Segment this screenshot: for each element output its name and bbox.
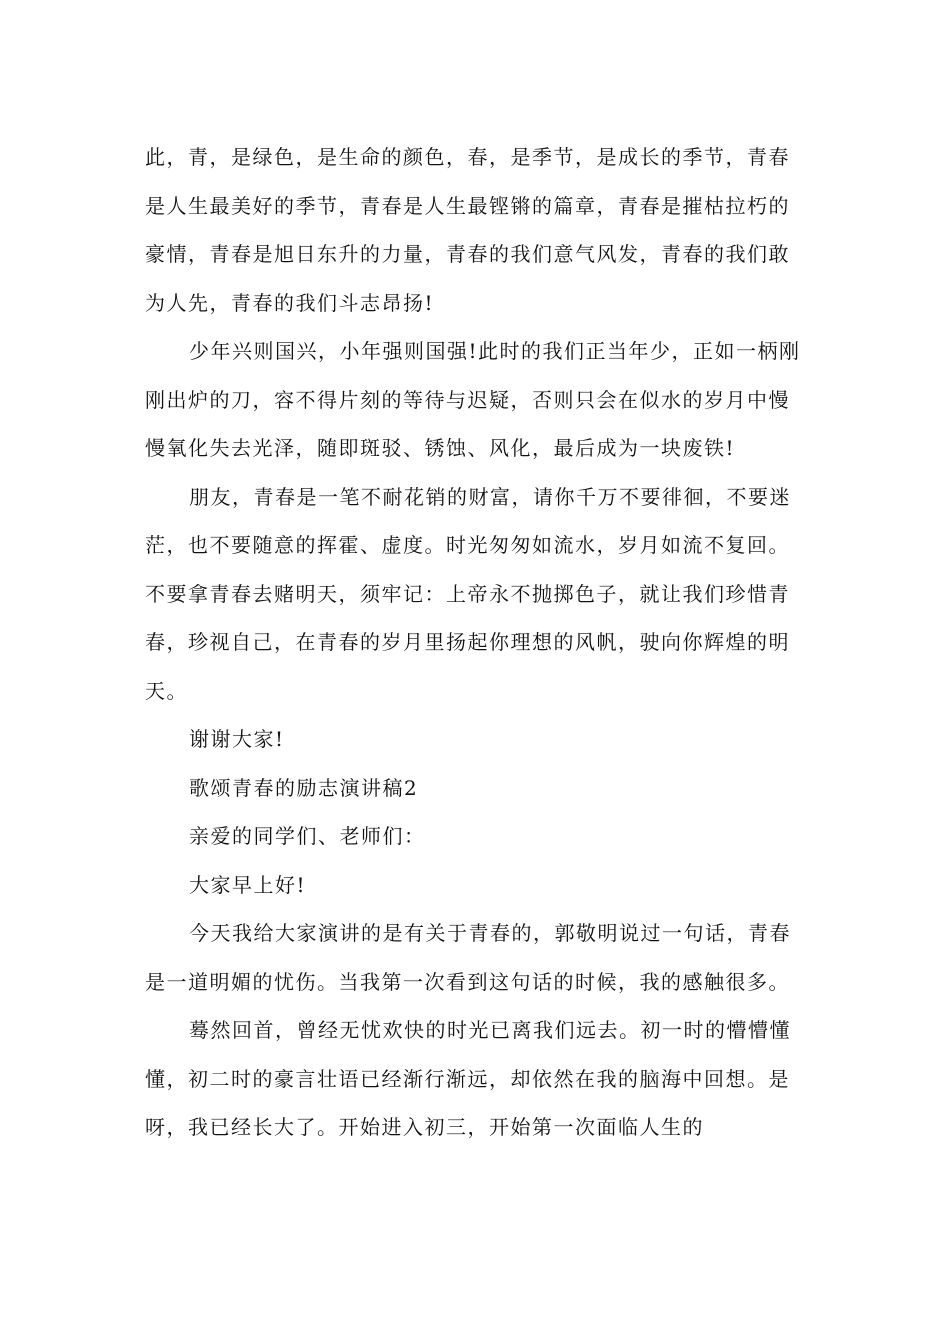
paragraph: 朋友，青春是一笔不耐花销的财富，请你千万不要徘徊，不要迷茫，也不要随意的挥霍、虚度。时光匆匆如流水，岁月如流不复回。不要拿青春去赌明天，须牢记：上帝永不抛掷色子，就让我们珍惜青春，珍视自己，在青春的岁月里扬起你理想的风帆，驶向你辉煌的明天。	[145, 484, 791, 703]
paragraph: 今天我给大家演讲的是有关于青春的，郭敬明说过一句话，青春是一道明媚的忧伤。当我第一次看到这句话的时候，我的感触很多。	[145, 921, 791, 994]
paragraph-continuation: 此，青，是绿色，是生命的颜色，春，是季节，是成长的季节，青春是人生最美好的季节，青春是人生最铿锵的篇章，青春是摧枯拉朽的豪情，青春是旭日东升的力量，青春的我们意气风发，青春的我们敢为人先，青春的我们斗志昂扬!	[145, 145, 790, 315]
greeting: 大家早上好!	[189, 872, 307, 897]
section-title: 歌颂青春的励志演讲稿2	[189, 775, 419, 800]
closing-thanks: 谢谢大家!	[189, 727, 285, 751]
salutation: 亲爱的同学们、老师们：	[189, 824, 426, 848]
paragraph: 蓦然回首，曾经无忧欢快的时光已离我们远去。初一时的懵懵懂懂，初二时的豪言壮语已经渐行渐远，却依然在我的脑海中回想。是呀，我已经长大了。开始进入初三，开始第一次面临人生的	[145, 1018, 791, 1139]
body-text	[145, 133, 810, 1152]
paragraph: 少年兴则国兴，小年强则国强!此时的我们正当年少，正如一柄刚刚出炉的刀，容不得片刻的等待与迟疑，否则只会在似水的岁月中慢慢氧化失去光泽，随即斑驳、锈蚀、风化，最后成为一块废铁!	[145, 339, 801, 460]
